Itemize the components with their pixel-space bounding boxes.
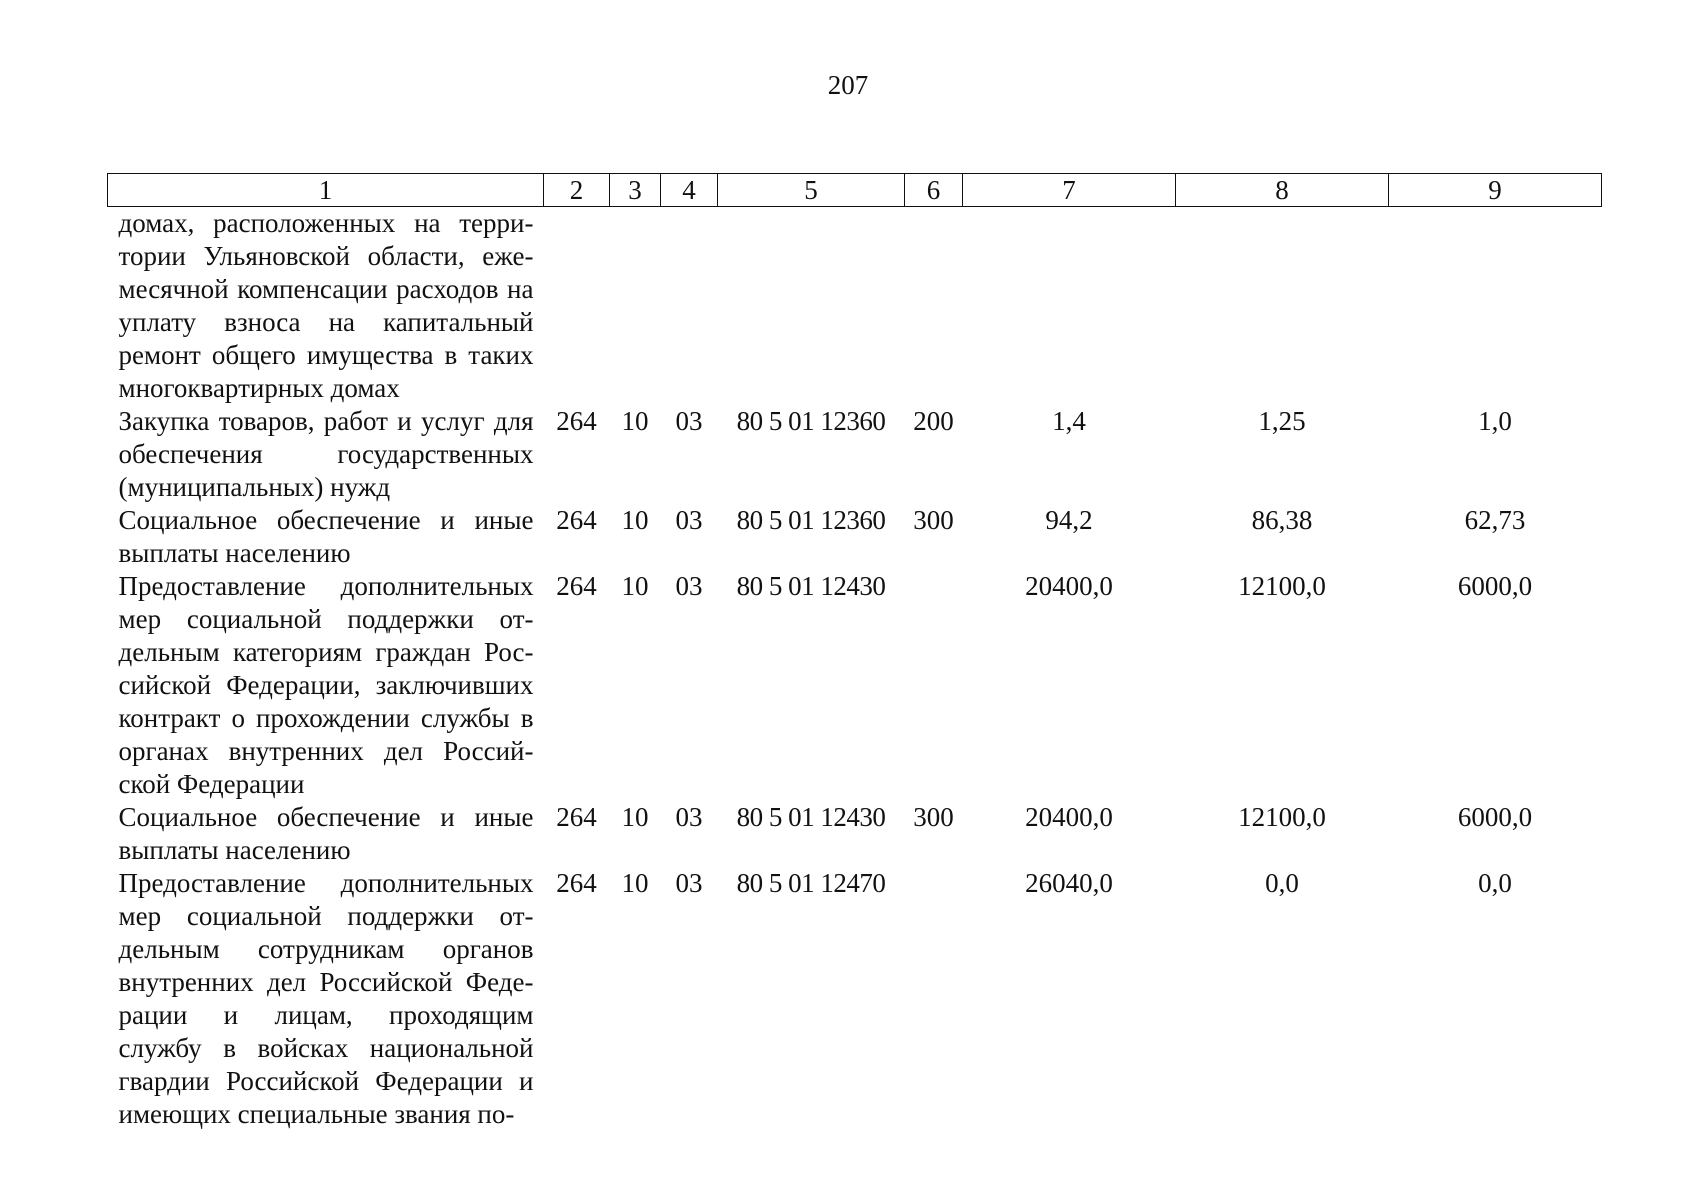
cell-subsection: 03 (675, 868, 703, 898)
budget-table (107, 173, 1602, 1131)
cell-amount-col8: 86,38 (1251, 505, 1313, 535)
cell-section: 10 (621, 571, 649, 601)
column-header-7: 7 (963, 174, 1176, 207)
cell-subsection: 03 (675, 406, 703, 436)
cell-target-article: 80 5 01 12430 (736, 571, 886, 601)
cell-amount-col7 (963, 207, 1176, 406)
cell-expense-type: 200 (913, 406, 954, 436)
cell-amount-col8: 12100,0 (1238, 571, 1326, 601)
cell-amount-col8 (1176, 207, 1389, 406)
cell-amount-col9: 0,0 (1478, 868, 1512, 898)
cell-target-article: 80 5 01 12360 (736, 406, 886, 436)
cell-target-article: 80 5 01 12360 (736, 505, 886, 535)
row-name: Социальное обеспечение и иные выплаты населению (118, 802, 534, 865)
cell-section: 10 (621, 868, 649, 898)
column-header-3: 3 (610, 174, 661, 207)
cell-amount-col8: 1,25 (1258, 406, 1306, 436)
cell-expense-type (905, 570, 963, 801)
cell-amount-col7: 20400,0 (1025, 802, 1113, 832)
cell-amount-col7: 26040,0 (1025, 868, 1113, 898)
cell-subsection: 03 (675, 802, 703, 832)
cell-expense-type: 300 (913, 802, 954, 832)
cell-amount-col9: 62,73 (1464, 505, 1526, 535)
cell-target-article: 80 5 01 12430 (736, 802, 886, 832)
column-header-6: 6 (905, 174, 963, 207)
cell-section (610, 207, 661, 406)
row-name: Социальное обеспечение и иные выплаты населению (118, 505, 534, 568)
cell-ministry: 264 (556, 505, 597, 535)
cell-amount-col8: 0,0 (1265, 868, 1299, 898)
table-header-row (108, 174, 1602, 207)
cell-target-article (718, 207, 905, 406)
column-header-8: 8 (1176, 174, 1389, 207)
column-header-1: 1 (108, 174, 544, 207)
cell-expense-type: 300 (913, 505, 954, 535)
table-row (108, 570, 1602, 801)
table-row (108, 405, 1602, 504)
cell-amount-col9: 1,0 (1478, 406, 1512, 436)
cell-amount-col9: 6000,0 (1457, 571, 1533, 601)
cell-expense-type (905, 207, 963, 406)
cell-subsection: 03 (675, 505, 703, 535)
row-name: Предоставление дополнительных мер социальной поддержки отдельным сотрудникам органов внутренних дел Российской Федерации и лицам, проходящим службу в войсках национальной гвардии Российской Федерации и имеющих специальные звания по- (118, 868, 534, 1129)
table-row (108, 504, 1602, 570)
column-header-5: 5 (718, 174, 905, 207)
cell-amount-col8: 12100,0 (1238, 802, 1326, 832)
cell-ministry: 264 (556, 571, 597, 601)
column-header-4: 4 (661, 174, 718, 207)
cell-amount-col9: 6000,0 (1457, 802, 1533, 832)
cell-subsection: 03 (675, 571, 703, 601)
row-name: Предоставление дополнительных мер социальной поддержки отдельным категориям граждан Российской Федерации, заключивших контракт о прохождении службы в органах внутренних дел Российской Федерации (118, 571, 534, 799)
column-header-9: 9 (1389, 174, 1602, 207)
cell-section: 10 (621, 406, 649, 436)
cell-ministry: 264 (556, 868, 597, 898)
cell-section: 10 (621, 802, 649, 832)
column-header-2: 2 (544, 174, 610, 207)
page-number: 207 (827, 70, 869, 100)
cell-ministry (544, 207, 610, 406)
cell-expense-type (905, 867, 963, 1131)
row-name: Закупка товаров, работ и услуг для обеспечения государственных (муниципальных) нужд (118, 406, 534, 502)
cell-ministry: 264 (556, 406, 597, 436)
cell-section: 10 (621, 505, 649, 535)
table-row (108, 801, 1602, 867)
cell-target-article: 80 5 01 12470 (736, 868, 886, 898)
cell-amount-col9 (1389, 207, 1602, 406)
table-row (108, 867, 1602, 1131)
row-name: домах, расположенных на территории Ульяновской области, ежемесячной компенсации расходов на уплату взноса на капитальный ремонт общего имущества в таких многоквартирных домах (118, 208, 534, 403)
cell-amount-col7: 1,4 (1052, 406, 1086, 436)
cell-ministry: 264 (556, 802, 597, 832)
cell-amount-col7: 20400,0 (1025, 571, 1113, 601)
cell-amount-col7: 94,2 (1045, 505, 1093, 535)
table-row (108, 207, 1602, 406)
cell-subsection (661, 207, 718, 406)
